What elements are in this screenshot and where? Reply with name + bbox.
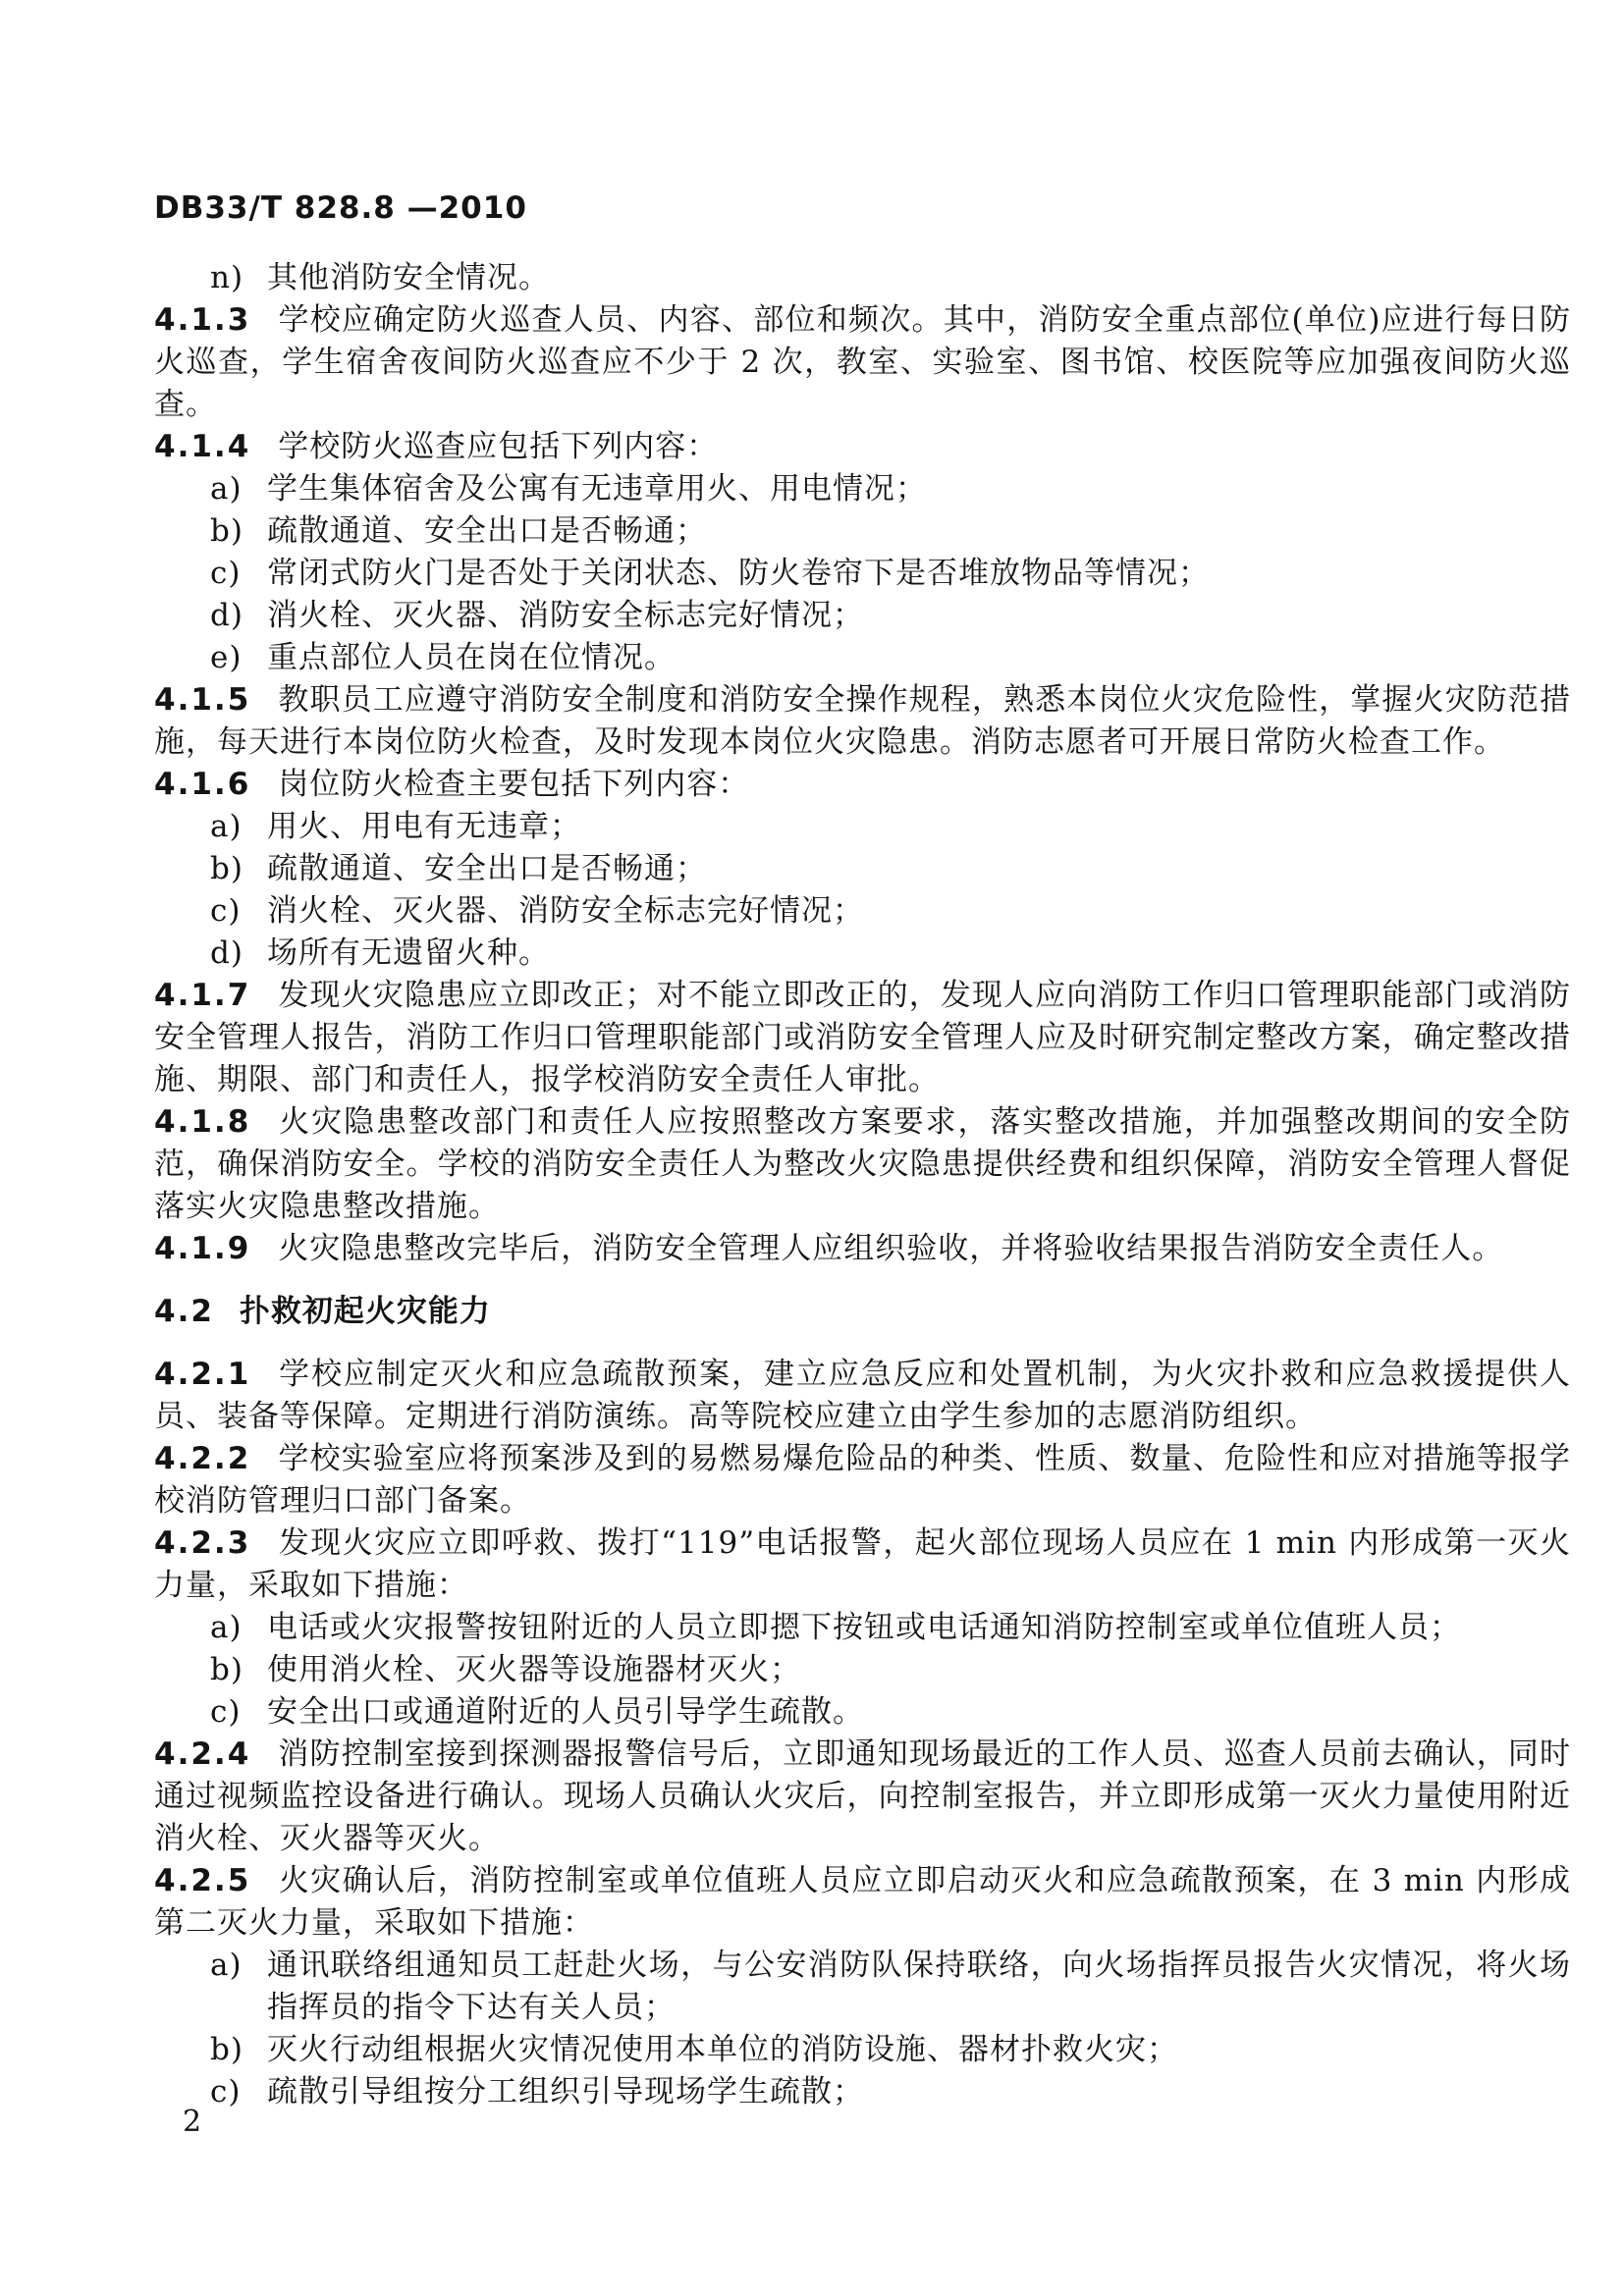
- list-item-a: [154, 1607, 1571, 1649]
- list-item-b: [154, 1649, 1571, 1691]
- paragraph-text: 火灾隐患整改完毕后，消防安全管理人应组织验收，并将验收结果报告消防安全责任人。: [278, 1231, 1504, 1266]
- list-item-label: c): [210, 893, 242, 929]
- list-item-a: [154, 1945, 1571, 2029]
- clause-number: 4.1.5: [154, 682, 251, 718]
- paragraph-text: 学校防火巡查应包括下列内容：: [278, 429, 719, 464]
- list-item-a: [154, 468, 1571, 510]
- clause-number: 4.2.3: [154, 1525, 251, 1561]
- paragraph-text: 常闭式防火门是否处于关闭状态、防火卷帘下是否堆放物品等情况；: [267, 556, 1210, 591]
- clause-4.1.8: [154, 1101, 1571, 1228]
- list-item-c: [154, 2071, 1571, 2113]
- list-item-d: [154, 595, 1571, 637]
- list-item-c: [154, 1691, 1571, 1734]
- clause-4.2.1: [154, 1354, 1571, 1438]
- paragraph-text: 用火、用电有无违章；: [267, 809, 581, 844]
- clause-4.2.5: [154, 1860, 1571, 1945]
- clause-number: 4.1.3: [154, 302, 251, 338]
- paragraph-text: 学校应确定防火巡查人员、内容、部位和频次。其中，消防安全重点部位(单位)应进行每日防火巡查，学生宿舍夜间防火巡查应不少于 2 次，教室、实验室、图书馆、校医院等应加强夜间防火巡查。: [154, 302, 1571, 422]
- page-number: 2: [183, 2105, 202, 2139]
- paragraph-text: 安全出口或通道附近的人员引导学生疏散。: [267, 1694, 864, 1730]
- list-item-label: c): [210, 2074, 242, 2109]
- list-item-label: b): [210, 513, 244, 549]
- paragraph-text: 学校应制定灭火和应急疏散预案，建立应急反应和处置机制，为火灾扑救和应急救援提供人员、装备等保障。定期进行消防演练。高等院校应建立由学生参加的志愿消防组织。: [154, 1357, 1571, 1434]
- clause-4.2.2: [154, 1438, 1571, 1522]
- list-item-b: [154, 848, 1571, 890]
- list-item-label: n): [210, 260, 244, 295]
- list-item-c: [154, 553, 1571, 595]
- clause-4.1.7: [154, 975, 1571, 1101]
- paragraph-text: 场所有无遗留火种。: [267, 935, 550, 971]
- paragraph-text: 消防控制室接到探测器报警信号后，立即通知现场最近的工作人员、巡查人员前去确认，同时通过视频监控设备进行确认。现场人员确认火灾后，向控制室报告，并立即形成第一灭火力量使用附近消火栓、灭火器等灭火。: [154, 1736, 1571, 1856]
- paragraph-text: 使用消火栓、灭火器等设施器材灭火；: [267, 1652, 801, 1687]
- list-item-label: a): [210, 471, 243, 507]
- clause-number: 4.1.7: [154, 978, 251, 1013]
- list-item-label: e): [210, 640, 243, 675]
- clause-number: 4.1.8: [154, 1104, 251, 1140]
- paragraph-text: 电话或火灾报警按钮附近的人员立即摁下按钮或电话通知消防控制室或单位值班人员；: [267, 1610, 1461, 1645]
- paragraph-text: 通讯联络组通知员工赶赴火场，与公安消防队保持联络，向火场指挥员报告火灾情况，将火场指挥员的指令下达有关人员；: [267, 1948, 1571, 2025]
- section-heading-4.2: [154, 1291, 1571, 1333]
- paragraph-text: 疏散引导组按分工组织引导现场学生疏散；: [267, 2074, 864, 2109]
- list-item-n: [154, 257, 1571, 299]
- list-item-b: [154, 510, 1571, 553]
- clause-number: 4.1.6: [154, 767, 251, 802]
- clause-number: 4.2.2: [154, 1441, 251, 1476]
- list-item-b: [154, 2029, 1571, 2071]
- paragraph-text: 扑救初起火灾能力: [239, 1294, 491, 1329]
- list-item-label: b): [210, 1652, 244, 1687]
- list-item-label: c): [210, 1694, 242, 1730]
- paragraph-text: 重点部位人员在岗在位情况。: [267, 640, 676, 675]
- paragraph-text: 消火栓、灭火器、消防安全标志完好情况；: [267, 598, 864, 633]
- paragraph-text: 学生集体宿舍及公寓有无违章用火、用电情况；: [267, 471, 927, 507]
- clause-4.1.5: [154, 679, 1571, 764]
- list-item-label: c): [210, 556, 242, 591]
- clause-number: 4.2.5: [154, 1863, 251, 1898]
- paragraph-text: 火灾隐患整改部门和责任人应按照整改方案要求，落实整改措施，并加强整改期间的安全防范，确保消防安全。学校的消防安全责任人为整改火灾隐患提供经费和组织保障，消防安全管理人督促落实火灾隐患整改措施。: [154, 1104, 1571, 1224]
- clause-number: 4.2.4: [154, 1736, 251, 1772]
- clause-number: 4.1.9: [154, 1231, 251, 1266]
- clause-4.1.4: [154, 426, 1571, 468]
- paragraph-text: 火灾确认后，消防控制室或单位值班人员应立即启动灭火和应急疏散预案，在 3 min 内形成第二灭火力量，采取如下措施：: [154, 1863, 1571, 1941]
- standard-number-header: DB33/T 828.8 —2010: [154, 190, 527, 226]
- clause-number: 4.2: [154, 1294, 214, 1329]
- clause-number: 4.2.1: [154, 1357, 251, 1392]
- clause-4.2.4: [154, 1734, 1571, 1860]
- clause-4.1.3: [154, 299, 1571, 426]
- paragraph-text: 学校实验室应将预案涉及到的易燃易爆危险品的种类、性质、数量、危险性和应对措施等报学校消防管理归口部门备案。: [154, 1441, 1571, 1519]
- paragraph-text: 发现火灾应立即呼救、拨打“119”电话报警，起火部位现场人员应在 1 min 内形成第一灭火力量，采取如下措施：: [154, 1525, 1571, 1603]
- clause-4.2.3: [154, 1522, 1571, 1607]
- list-item-c: [154, 890, 1571, 933]
- paragraph-text: 疏散通道、安全出口是否畅通；: [267, 851, 707, 886]
- paragraph-text: 疏散通道、安全出口是否畅通；: [267, 513, 707, 549]
- list-item-label: a): [210, 1948, 243, 1983]
- paragraph-text: 教职员工应遵守消防安全制度和消防安全操作规程，熟悉本岗位火灾危险性，掌握火灾防范措施，每天进行本岗位防火检查，及时发现本岗位火灾隐患。消防志愿者可开展日常防火检查工作。: [154, 682, 1571, 760]
- list-item-label: a): [210, 1610, 243, 1645]
- list-item-label: b): [210, 2032, 244, 2067]
- list-item-label: d): [210, 935, 244, 971]
- list-item-e: [154, 637, 1571, 679]
- list-item-label: b): [210, 851, 244, 886]
- list-item-d: [154, 933, 1571, 975]
- list-item-label: a): [210, 809, 243, 844]
- paragraph-text: 岗位防火检查主要包括下列内容：: [278, 767, 750, 802]
- paragraph-text: 发现火灾隐患应立即改正；对不能立即改正的，发现人应向消防工作归口管理职能部门或消防安全管理人报告，消防工作归口管理职能部门或消防安全管理人应及时研究制定整改方案，确定整改措施、期限、部门和责任人，报学校消防安全责任人审批。: [154, 978, 1571, 1097]
- document-body: [154, 257, 1571, 2113]
- paragraph-text: 其他消防安全情况。: [267, 260, 550, 295]
- clause-4.1.9: [154, 1228, 1571, 1270]
- paragraph-text: 消火栓、灭火器、消防安全标志完好情况；: [267, 893, 864, 929]
- clause-4.1.6: [154, 764, 1571, 806]
- paragraph-text: 灭火行动组根据火灾情况使用本单位的消防设施、器材扑救火灾；: [267, 2032, 1178, 2067]
- clause-number: 4.1.4: [154, 429, 251, 464]
- list-item-a: [154, 806, 1571, 848]
- list-item-label: d): [210, 598, 244, 633]
